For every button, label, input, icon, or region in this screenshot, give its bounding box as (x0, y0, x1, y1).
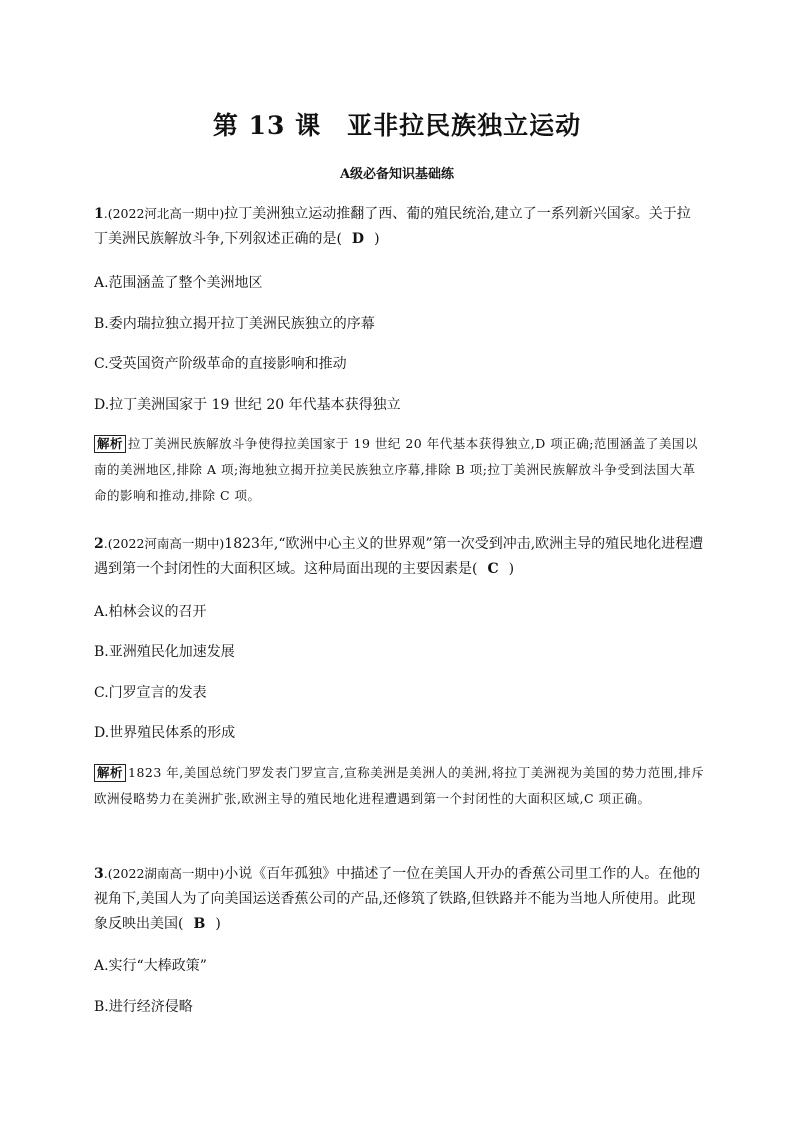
question-number: 1 (94, 206, 104, 222)
answer-letter: B (193, 916, 206, 932)
explanation-2 (94, 760, 706, 812)
question-3-stem (94, 861, 704, 937)
option-a: A.柏林会议的召开 (94, 604, 207, 620)
answer-letter: C (487, 561, 499, 577)
lesson-title: 第 13 课 亚非拉民族独立运动 (212, 111, 582, 140)
explanation-text: 1823 年,美国总统门罗发表门罗宣言,宣称美洲是美洲人的美洲,将拉丁美洲视为美国的势力范围,排斥欧洲侵略势力在美洲扩张,欧洲主导的殖民地化进程遭遇到第一个封闭性的大面积区域,C 项正确。 (94, 765, 705, 806)
option-b: B.委内瑞拉独立揭开拉丁美洲民族独立的序幕 (94, 316, 375, 332)
question-paren-close: ) (215, 916, 221, 932)
question-source: .(2022河北高一期中) (103, 206, 225, 221)
question-paren-close: ) (374, 231, 380, 247)
explanation-1 (94, 431, 706, 509)
question-source: .(2022河南高一期中) (103, 536, 225, 551)
explanation-tag: 解析 (94, 435, 126, 453)
option-c: C.门罗宣言的发表 (94, 685, 207, 701)
option-d: D.拉丁美洲国家于 19 世纪 20 年代基本获得独立 (94, 397, 401, 413)
question-text: 1823年,“欧洲中心主义的世界观”第一次受到冲击,欧洲主导的殖民地化进程遭遇到第一个封闭性的大面积区域。这种局面出现的主要因素是( (94, 536, 704, 577)
answer-letter: D (351, 231, 365, 247)
question-paren-close: ) (508, 561, 515, 577)
option-b: B.进行经济侵略 (94, 999, 193, 1015)
question-source: .(2022湖南高一期中) (103, 866, 225, 881)
option-a: A.范围涵盖了整个美洲地区 (94, 275, 263, 291)
section-subtitle: A级必备知识基础练 (339, 167, 455, 182)
question-number: 2 (94, 536, 104, 552)
option-a: A.实行“大棒政策” (94, 958, 207, 974)
option-d: D.世界殖民体系的形成 (94, 725, 236, 741)
option-b: B.亚洲殖民化加速发展 (94, 644, 235, 660)
explanation-tag: 解析 (94, 764, 126, 782)
question-number: 3 (94, 866, 104, 882)
explanation-text: 拉丁美洲民族解放斗争使得拉美国家于 19 世纪 20 年代基本获得独立,D 项正确;范围涵盖了美国以南的美洲地区,排除 A 项;海地独立揭开拉美民族独立序幕,排除 B 项;拉丁美洲民族解放斗争受到法国大革命的影响和推动,排除 C 项。 (94, 436, 698, 503)
option-c: C.受英国资产阶级革命的直接影响和推动 (94, 356, 347, 372)
question-2-stem (94, 531, 704, 582)
question-text: 小说《百年孤独》中描述了一位在美国人开办的香蕉公司里工作的人。在他的视角下,美国人为了向美国运送香蕉公司的产品,还修筑了铁路,但铁路并不能为当地人所使用。此现象反映出美国( (94, 866, 701, 932)
question-1-stem (94, 201, 704, 252)
question-text: 拉丁美洲独立运动推翻了西、葡的殖民统治,建立了一系列新兴国家。关于拉丁美洲民族解放斗争,下列叙述正确的是( (94, 206, 691, 247)
